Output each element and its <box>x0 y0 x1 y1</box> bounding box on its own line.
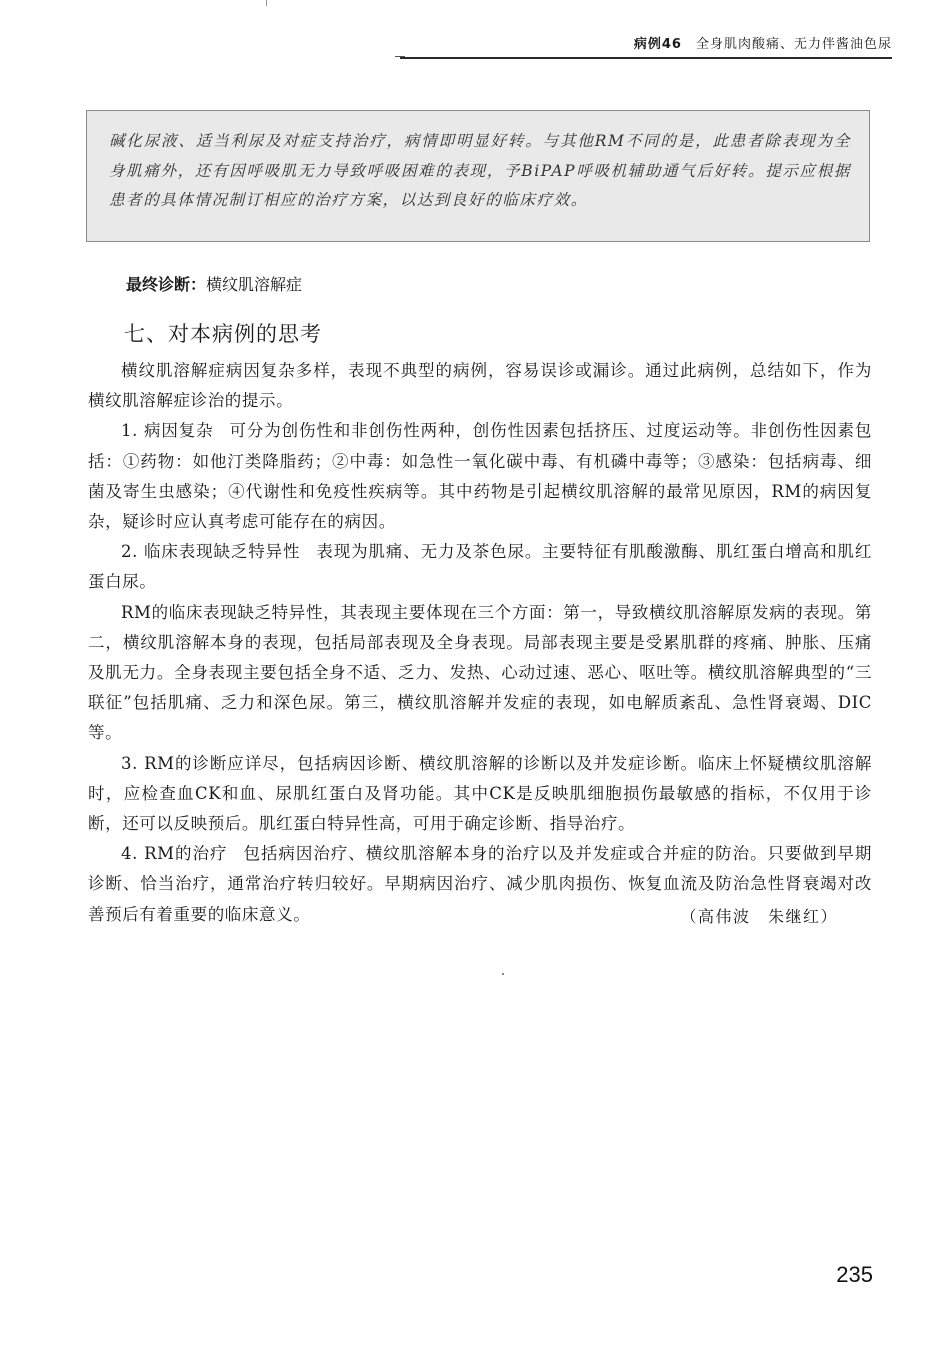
paragraph-subhead: 1. 病因复杂 <box>121 421 214 441</box>
paragraph-subhead: 4. RM的治疗 <box>121 844 228 864</box>
commentary-text: 碱化尿液、适当利尿及对症支持治疗，病情即明显好转。与其他RM不同的是，此患者除表现为全身肌痛外，还有因呼吸肌无力导致呼吸困难的表现，予BiPAP呼吸机辅助通气后好转。提示应根据患者的具体情况制订相应的治疗方案，以达到良好的临床疗效。 <box>109 132 851 209</box>
scan-tick-mark <box>266 0 267 6</box>
authors: （高伟波 朱继红） <box>680 907 838 926</box>
commentary-box <box>86 110 870 242</box>
running-header <box>634 33 892 52</box>
paragraph-subhead: 2. 临床表现缺乏特异性 <box>121 542 301 562</box>
section-heading: 七、对本病例的思考 <box>124 322 322 346</box>
paragraph-text: 表现为肌痛、无力及茶色尿。主要特征有肌酸激酶、肌红蛋白增高和肌红蛋白尿。 <box>88 542 873 592</box>
paragraph-text: RM的临床表现缺乏特异性，其表现主要体现在三个方面：第一，导致横纹肌溶解原发病的表现。第二，横纹肌溶解本身的表现，包括局部表现及全身表现。局部表现主要是受累肌群的疼痛、肿胀、压痛及肌无力。全身表现主要包括全身不适、乏力、发热、心动过速、恶心、呕吐等。横纹肌溶解典型的“三联征”包括肌痛、乏力和深色尿。第三，横纹肌溶解并发症的表现，如电解质紊乱、急性肾衰竭、DIC等。 <box>88 602 872 743</box>
paragraph-text: 可分为创伤性和非创伤性两种，创伤性因素包括挤压、过度运动等。非创伤性因素包括：①药物：如他汀类降脂药；②中毒：如急性一氧化碳中毒、有机磷中毒等；③感染：包括病毒、细菌及寄生虫感染；④代谢性和免疫性疾病等。其中药物是引起横纹肌溶解的最常见原因，RM的病因复杂，疑诊时应认真考虑可能存在的病因。 <box>88 421 873 532</box>
case-number: 病例46 <box>633 37 682 52</box>
final-diagnosis-label: 最终诊断： <box>126 275 207 294</box>
scan-dot <box>502 973 504 975</box>
paragraph-text: 横纹肌溶解症病因复杂多样，表现不典型的病例，容易误诊或漏诊。通过此病例，总结如下，作为横纹肌溶解症诊治的提示。 <box>88 361 872 411</box>
paragraph-point-2 <box>88 537 872 597</box>
paragraph-intro <box>88 356 872 416</box>
case-title: 全身肌肉酸痛、无力伴酱油色尿 <box>695 37 892 52</box>
final-diagnosis-value: 横纹肌溶解症 <box>206 275 303 294</box>
paragraph-point-3 <box>88 749 872 840</box>
header-rule <box>400 57 892 59</box>
paragraph-text: 3. RM的诊断应详尽，包括病因诊断、横纹肌溶解的诊断以及并发症诊断。临床上怀疑横纹肌溶解时，应检查血CK和血、尿肌红蛋白及肾功能。其中CK是反映肌细胞损伤最敏感的指标，不仅用于诊断，还可以反映预后。肌红蛋白特异性高，可用于确定诊断、指导治疗。 <box>88 753 872 834</box>
page-number: 235 <box>836 1262 873 1287</box>
body-text <box>88 356 872 930</box>
paragraph-point-1 <box>88 416 872 537</box>
final-diagnosis <box>126 272 302 295</box>
paragraph-text: 包括病因治疗、横纹肌溶解本身的治疗以及并发症或合并症的防治。只要做到早期诊断、恰当治疗，通常治疗转归较好。早期病因治疗、减少肌肉损伤、恢复血流及防治急性肾衰竭对改善预后有着重要的临床意义。 <box>88 844 873 924</box>
paragraph-point-2-detail <box>88 598 872 749</box>
